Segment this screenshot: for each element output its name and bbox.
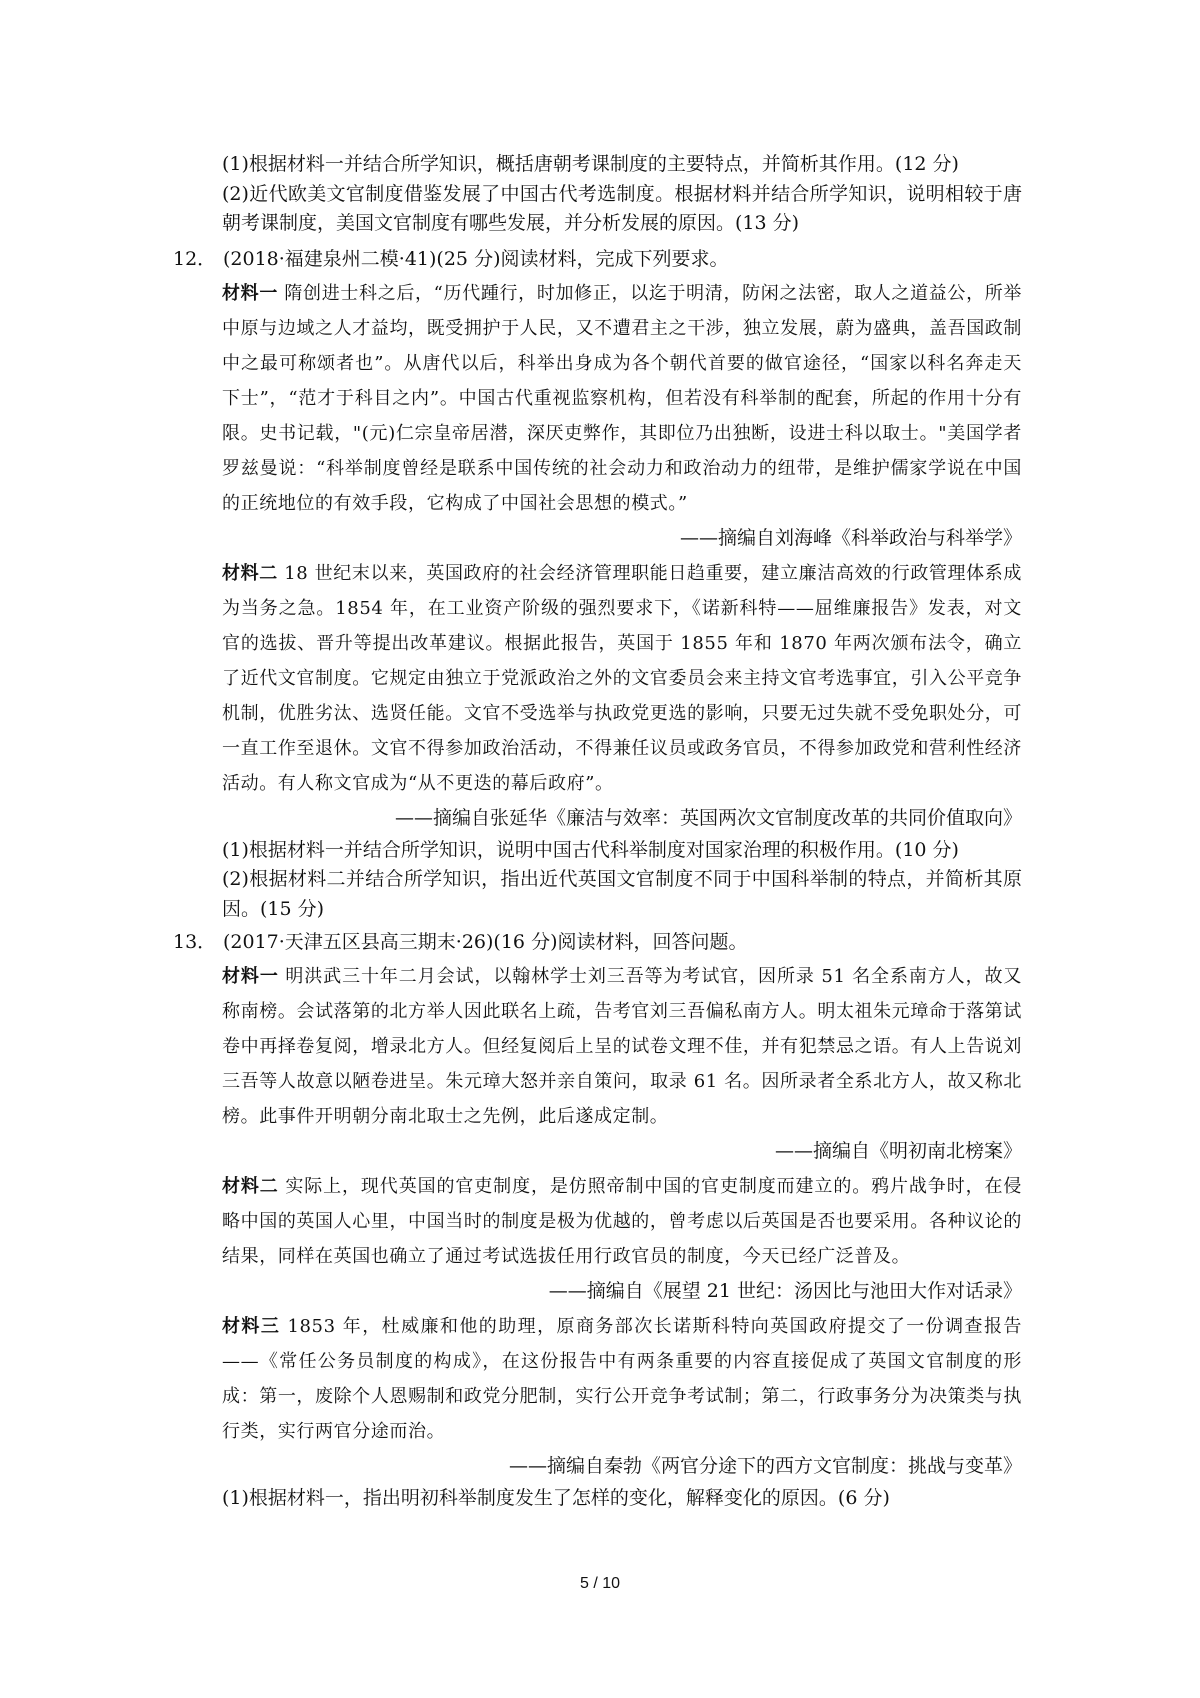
prev-question-2: (2)近代欧美文官制度借鉴发展了中国古代考选制度。根据材料并结合所学知识，说明相较于唐朝考课制度，美国文官制度有哪些发展，并分析发展的原因。(13 分) bbox=[222, 182, 1022, 234]
q13-material-1 bbox=[222, 959, 1022, 1134]
page-content bbox=[173, 150, 1022, 1514]
page-number: 5 / 10 bbox=[579, 1575, 621, 1592]
q12-subquestion-2: (2)根据材料二并结合所学知识，指出近代英国文官制度不同于中国科举制的特点，并简析其原因。(15 分) bbox=[222, 868, 1022, 920]
q13-material-2-source: ——摘编自《展望 21 世纪：汤因比与池田大作对话录》 bbox=[548, 1280, 1022, 1302]
q13-subquestion-1: (1)根据材料一，指出明初科举制度发生了怎样的变化，解释变化的原因。(6 分) bbox=[222, 1487, 890, 1509]
question-12-number: 12． bbox=[173, 247, 217, 270]
q12-subquestion-1: (1)根据材料一并结合所学知识，说明中国古代科举制度对国家治理的积极作用。(10 分) bbox=[222, 838, 959, 861]
prev-question-1: (1)根据材料一并结合所学知识，概括唐朝考课制度的主要特点，并简析其作用。(12 分) bbox=[222, 153, 959, 175]
question-13-header-text: (2017·天津五区县高三期末·26)(16 分)阅读材料，回答问题。 bbox=[223, 931, 748, 953]
question-12-header-text: (2018·福建泉州二模·41)(25 分)阅读材料，完成下列要求。 bbox=[223, 247, 729, 270]
q13-material-2-text: 实际上，现代英国的官吏制度，是仿照帝制中国的官吏制度而建立的。鸦片战争时，在侵略中国的英国人心里，中国当时的制度是极为优越的，曾考虑以后英国是否也要采用。各种议论的结果，同样在英国也确立了通过考试选拔任用行政官员的制度，今天已经广泛普及。 bbox=[222, 1176, 1022, 1267]
q12-material-1 bbox=[222, 276, 1022, 521]
q13-material-2 bbox=[222, 1169, 1022, 1274]
q12-material-2-source: ——摘编自张延华《廉洁与效率：英国两次文官制度改革的共同价值取向》 bbox=[394, 806, 1022, 829]
q13-material-1-label: 材料一 bbox=[222, 966, 279, 987]
q13-material-1-source: ——摘编自《明初南北榜案》 bbox=[774, 1140, 1022, 1162]
q12-material-2-text: 18 世纪末以来，英国政府的社会经济管理职能日趋重要，建立廉洁高效的行政管理体系成为当务之急。1854 年，在工业资产阶级的强烈要求下，《诺新科特——屈维廉报告》发表，对文官的选拔、晋升等提出改革建议。根据此报告，英国于 1855 年和 1870 年两次颁布法令，确立了近代文官制度。它规定由独立于党派政治之外的文官委员会来主持文官考选事宜，引入公平竞争机制，优胜劣汰、选贤任能。文官不受选举与执政党更选的影响，只要无过失就不受免职处分，可一直工作至退休。文官不得参加政治活动，不得兼任议员或政务官员，不得参加政党和营利性经济活动。有人称文官成为“从不更迭的幕后政府”。 bbox=[222, 562, 1022, 794]
q13-material-2-label: 材料二 bbox=[222, 1176, 279, 1197]
q13-material-1-text: 明洪武三十年二月会试，以翰林学士刘三吾等为考试官，因所录 51 名全系南方人，故又称南榜。会试落第的北方举人因此联名上疏，告考官刘三吾偏私南方人。明太祖朱元璋命于落第试卷中再择卷复阅，增录北方人。但经复阅后上呈的试卷文理不佳，并有犯禁忌之语。有人上告说刘三吾等人故意以陋卷进呈。朱元璋大怒并亲自策问，取录 61 名。因所录者全系北方人，故又称北榜。此事件开明朝分南北取士之先例，此后遂成定制。 bbox=[222, 966, 1022, 1127]
q13-material-3-text: 1853 年，杜威廉和他的助理，原商务部次长诺斯科特向英国政府提交了一份调查报告——《常任公务员制度的构成》，在这份报告中有两条重要的内容直接促成了英国文官制度的形成：第一，废除个人恩赐制和政党分肥制，实行公开竞争考试制；第二，行政事务分为决策类与执行类，实行两官分途而治。 bbox=[222, 1316, 1022, 1442]
question-13-number: 13． bbox=[173, 931, 217, 953]
q13-material-3-source: ——摘编自秦勃《两官分途下的西方文官制度：挑战与变革》 bbox=[508, 1455, 1022, 1477]
q12-material-2 bbox=[222, 556, 1022, 801]
q12-material-2-label: 材料二 bbox=[222, 562, 278, 584]
q12-material-1-text: 隋创进士科之后，“历代踵行，时加修正，以迄于明清，防闲之法密，取人之道益公，所举中原与边域之人才益均，既受拥护于人民，又不遭君主之干涉，独立发展，蔚为盛典，盖吾国政制中之最可称颂者也”。从唐代以后，科举出身成为各个朝代首要的做官途径，“国家以科名奔走天下士”，“范才于科目之内”。中国古代重视监察机构，但若没有科举制的配套，所起的作用十分有限。史书记载，"(元)仁宗皇帝居潜，深厌吏弊作，其即位乃出独断，设进士科以取士。"美国学者罗兹曼说：“科举制度曾经是联系中国传统的社会动力和政治动力的纽带，是维护儒家学说在中国的正统地位的有效手段，它构成了中国社会思想的模式。” bbox=[222, 282, 1022, 514]
question-13-header bbox=[173, 926, 1022, 959]
q13-material-3 bbox=[222, 1309, 1022, 1449]
question-12-header bbox=[173, 243, 1022, 276]
q12-material-1-source: ——摘编自刘海峰《科举政治与科举学》 bbox=[679, 526, 1022, 549]
q12-material-1-label: 材料一 bbox=[222, 282, 278, 304]
q13-material-3-label: 材料三 bbox=[222, 1316, 281, 1337]
